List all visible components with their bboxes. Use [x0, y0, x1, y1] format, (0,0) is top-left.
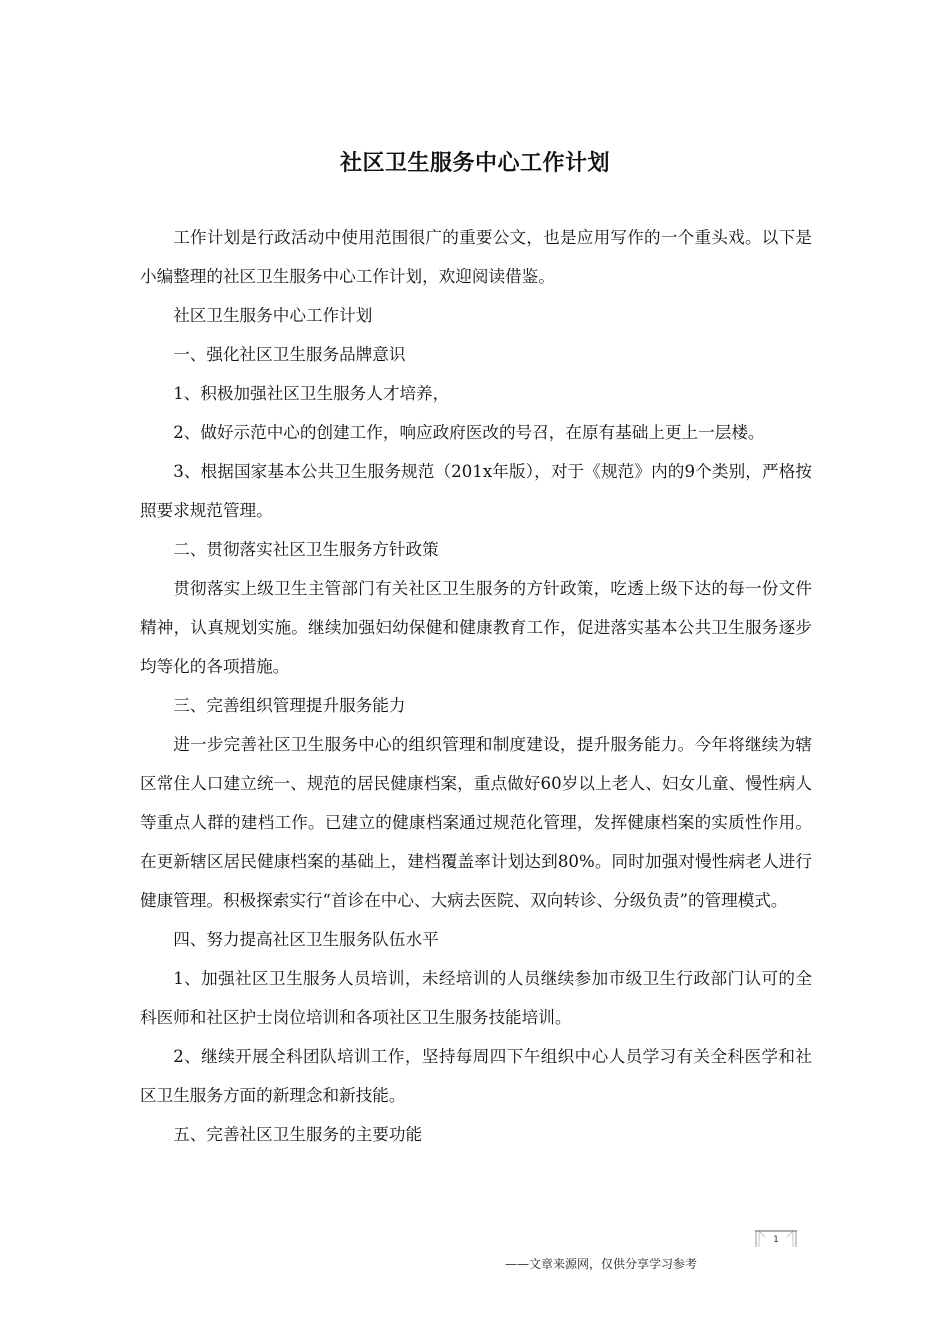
section-heading-5: 五、完善社区卫生服务的主要功能 [173, 1125, 423, 1144]
section-heading-3: 三、完善组织管理提升服务能力 [173, 696, 406, 715]
body-paragraph: 进一步完善社区卫生服务中心的组织管理和制度建设，提升服务能力。今年将继续为辖区常住人口建立统一、规范的居民健康档案，重点做好60岁以上老人、妇女儿童、慢性病人等重点人群的建档工作。已建立的健康档案通过规范化管理，发挥健康档案的实质性作用。在更新辖区居民健康档案的基础上，建档覆盖率计划达到80%。同时加强对慢性病老人进行健康管理。积极探索实行“首诊在中心、大病去医院、双向转诊、分级负责”的管理模式。 [140, 735, 812, 910]
body-paragraph: 贯彻落实上级卫生主管部门有关社区卫生服务的方针政策，吃透上级下达的每一份文件精神，认真规划实施。继续加强妇幼保健和健康教育工作，促进落实基本公共卫生服务逐步均等化的各项措施。 [140, 579, 812, 676]
list-item: 2、做好示范中心的创建工作，响应政府医改的号召，在原有基础上更上一层楼。 [173, 423, 765, 442]
intro-paragraph: 工作计划是行政活动中使用范围很广的重要公文，也是应用写作的一个重头戏。以下是小编整理的社区卫生服务中心工作计划，欢迎阅读借鉴。 [140, 228, 812, 286]
subtitle-line: 社区卫生服务中心工作计划 [173, 306, 373, 325]
document-body [140, 218, 812, 1154]
list-item: 3、根据国家基本公共卫生服务规范（201x年版），对于《规范》内的9个类别，严格按照要求规范管理。 [140, 462, 812, 520]
page-number: 1 [773, 1235, 779, 1245]
list-item: 2、继续开展全科团队培训工作，坚持每周四下午组织中心人员学习有关全科医学和社区卫生服务方面的新理念和新技能。 [140, 1047, 812, 1105]
list-item: 1、加强社区卫生服务人员培训，未经培训的人员继续参加市级卫生行政部门认可的全科医师和社区护士岗位培训和各项社区卫生服务技能培训。 [140, 969, 812, 1027]
section-heading-4: 四、努力提高社区卫生服务队伍水平 [173, 930, 439, 949]
page-title: 社区卫生服务中心工作计划 [339, 151, 610, 176]
page-number-badge [755, 1228, 797, 1248]
list-item: 1、积极加强社区卫生服务人才培养， [173, 384, 450, 403]
section-heading-1: 一、强化社区卫生服务品牌意识 [173, 345, 406, 364]
source-note: ——文章来源网，仅供分享学习参考 [505, 1257, 698, 1271]
section-heading-2: 二、贯彻落实社区卫生服务方针政策 [173, 540, 439, 559]
